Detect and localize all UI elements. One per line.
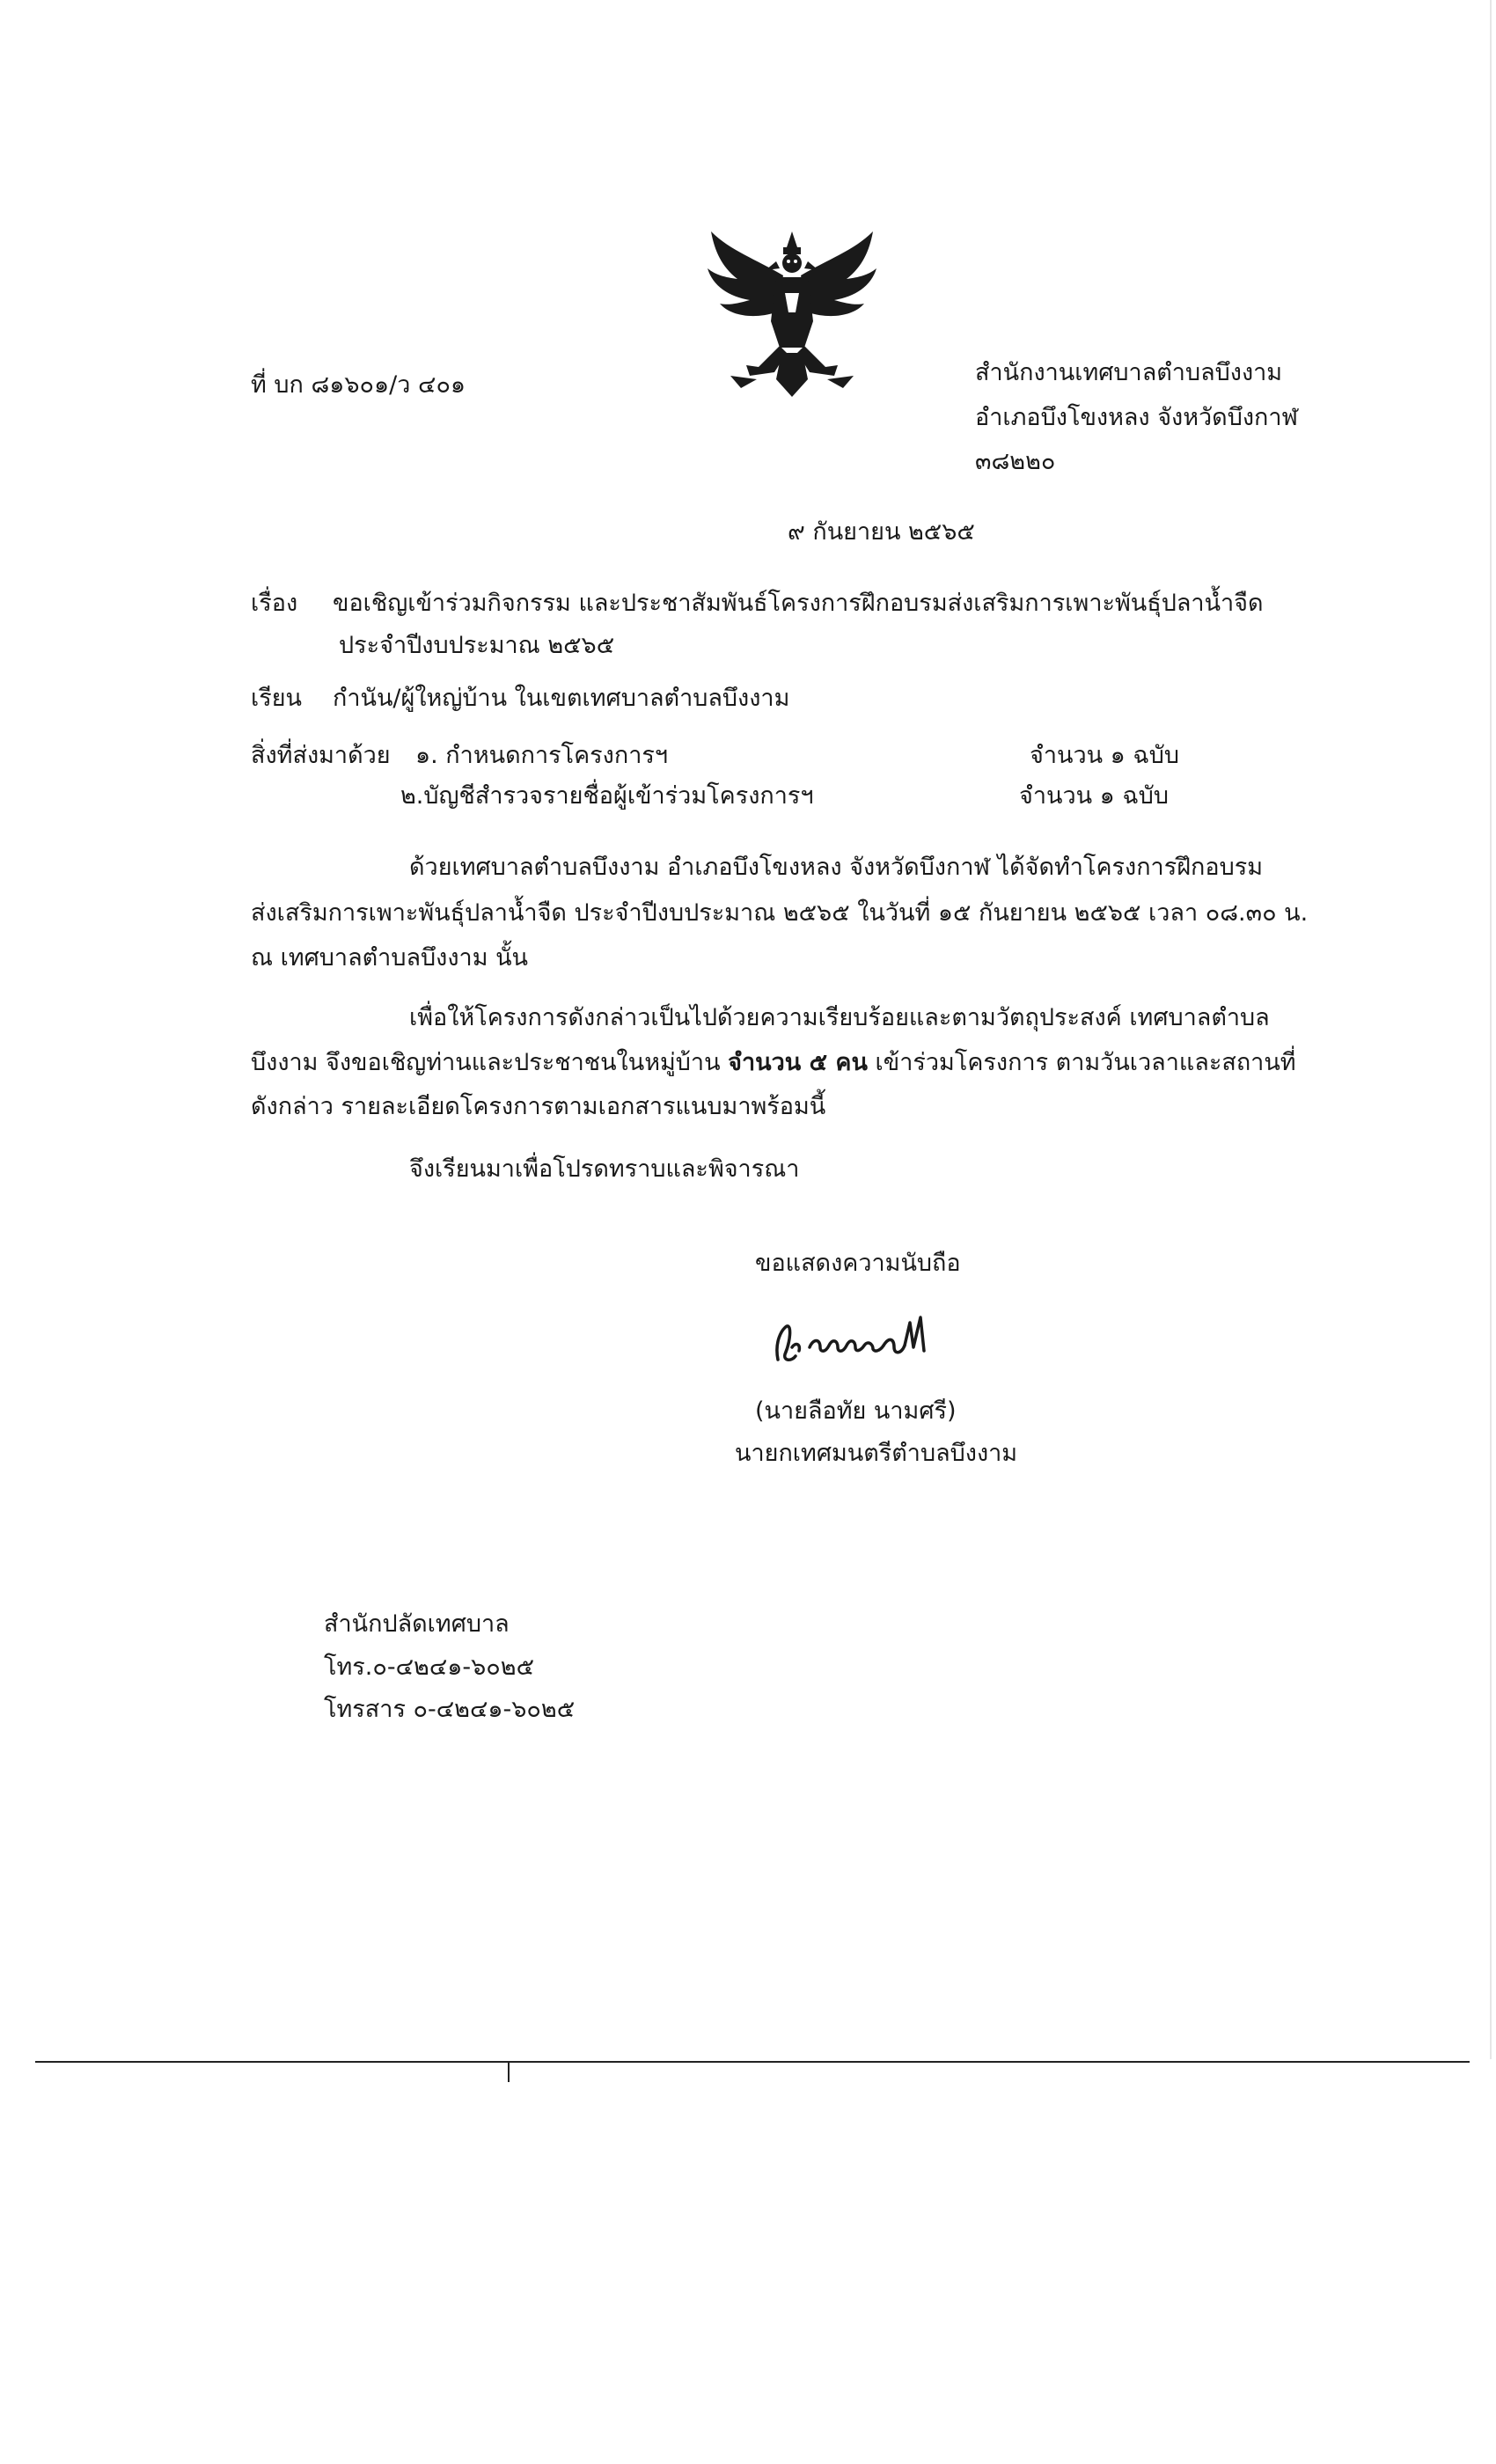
body-p2-line-1: เพื่อให้โครงการดังกล่าวเป็นไปด้วยความเรียบร้อยและตามวัตถุประสงค์ เทศบาลตำบล — [409, 1004, 1270, 1031]
subject-label: เรื่อง — [251, 590, 298, 617]
subject-line-2: ประจำปีงบประมาณ ๒๕๖๕ — [339, 632, 615, 659]
closing-salutation: ขอแสดงความนับถือ — [755, 1250, 961, 1277]
page-bottom-edge — [35, 2061, 1470, 2063]
page-right-edge — [1490, 0, 1492, 2059]
reference-number: ที่ บก ๘๑๖๐๑/ว ๔๐๑ — [251, 371, 466, 399]
recipient-label: เรียน — [251, 685, 303, 712]
body-p1-line-3: ณ เทศบาลตำบลบึงงาม นั้น — [251, 944, 528, 972]
body-p2-line-3: ดังกล่าว รายละเอียดโครงการตามเอกสารแนบมาพร้อมนี้ — [251, 1093, 826, 1120]
body-p3: จึงเรียนมาเพื่อโปรดทราบและพิจารณา — [409, 1155, 800, 1183]
signer-name: (นายลือทัย นามศรี) — [755, 1397, 957, 1425]
recipient-value: กำนัน/ผู้ใหญ่บ้าน ในเขตเทศบาลตำบลบึงงาม — [333, 685, 790, 712]
office-name: สำนักงานเทศบาลตำบลบึงงาม — [975, 359, 1283, 386]
body-p1-line-2: ส่งเสริมการเพาะพันธุ์ปลาน้ำจืด ประจำปีงบประมาณ ๒๕๖๕ ในวันที่ ๑๕ กันยายน ๒๕๖๕ เวลา ๐๘.๓๐ น. — [251, 899, 1309, 927]
footer-fax: โทรสาร ๐-๔๒๔๑-๖๐๒๕ — [324, 1696, 576, 1723]
enclosure-qty-1: จำนวน ๑ ฉบับ — [1030, 742, 1180, 769]
page-edge-tick — [508, 2063, 510, 2082]
enclosure-item-2: ๒.บัญชีสำรวจรายชื่อผู้เข้าร่วมโครงการฯ — [400, 782, 814, 810]
signature-image — [766, 1307, 968, 1377]
body-p2-line-2-start: บึงงาม จึงขอเชิญท่านและประชาชนในหมู่บ้าน — [251, 1049, 729, 1076]
letter-date: ๙ กันยายน ๒๕๖๕ — [788, 518, 975, 546]
footer-telephone: โทร.๐-๔๒๔๑-๖๐๒๕ — [324, 1654, 535, 1681]
garuda-emblem-icon — [695, 224, 889, 400]
enclosure-item-1: ๑. กำหนดการโครงการฯ — [415, 742, 669, 769]
signer-position: นายกเทศมนตรีตำบลบึงงาม — [735, 1440, 1018, 1467]
enclosure-qty-2: จำนวน ๑ ฉบับ — [1019, 782, 1170, 810]
body-p1-line-1: ด้วยเทศบาลตำบลบึงงาม อำเภอบึงโขงหลง จังหวัดบึงกาฬ ได้จัดทำโครงการฝึกอบรม — [409, 854, 1264, 881]
body-p2-line-2-end: เข้าร่วมโครงการ ตามวันเวลาและสถานที่ — [867, 1049, 1296, 1076]
body-p2-line-2 — [251, 1047, 1296, 1079]
office-postcode: ๓๘๒๒๐ — [975, 448, 1056, 475]
participant-count: จำนวน ๕ คน — [728, 1049, 868, 1076]
subject-line-1: ขอเชิญเข้าร่วมกิจกรรม และประชาสัมพันธ์โครงการฝึกอบรมส่งเสริมการเพาะพันธุ์ปลาน้ำจืด — [333, 590, 1264, 617]
footer-department: สำนักปลัดเทศบาล — [324, 1610, 510, 1638]
office-district: อำเภอบึงโขงหลง จังหวัดบึงกาฬ — [975, 404, 1298, 431]
enclosures-label: สิ่งที่ส่งมาด้วย — [251, 742, 391, 769]
